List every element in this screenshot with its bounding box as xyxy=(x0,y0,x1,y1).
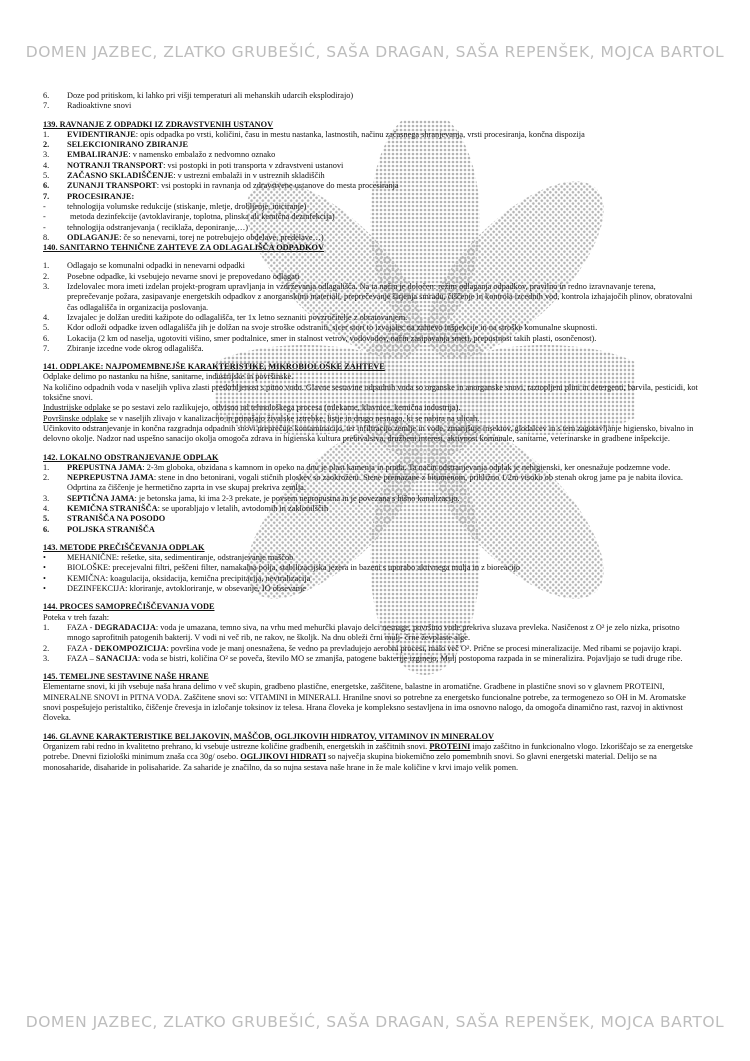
list-item: 4. NOTRANJI TRANSPORT: vsi postopki in poti transporta v zdravstveni ustanovi xyxy=(43,160,344,170)
list-item: 3. SEPTIČNA JAMA: je betonska jama, ki ima 2-3 prekate, je povsem nepropustna in je povezana s hišno kanalizacijo. xyxy=(43,493,460,503)
section-title-141: 141. ODPLAKE: NAJPOMEMBNEJŠE KARAKTERISTIKE, MIKROBIOLOŠKE ZAHTEVE xyxy=(43,362,385,372)
paragraph: Površinske odplake se v naseljih zlivajo v kanalizacijo in prinašajo živalske iztrebke, listje in drugo nesnago, ki se nabira na ulicah. xyxy=(43,413,480,423)
paragraph: Odplake delimo po nastanku na hišne, sanitarne, industrijske in površinske. xyxy=(43,372,294,382)
list-item: 5. Kdor odloži odpadke izven odlagališča jih je dolžan na svoje stroške odstraniti, sicer stori to izvajalec na zahtevo inšpekcije in na stroške komunalne skupnosti. xyxy=(43,323,598,333)
list-item: 1. EVIDENTIRANJE: opis odpadka po vrsti, količini, času in mestu nastanka, lastnostih, načinu začasnega shranjevanja, vrsti procesiranja, končna dispozija xyxy=(43,129,585,139)
page-header: DOMEN JAZBEC, ZLATKO GRUBEŠIĆ, SAŠA DRAGAN, SAŠA REPENŠEK, MOJCA BARTOL xyxy=(25,43,725,61)
section-142-list xyxy=(43,463,703,535)
list-item: • MEHANIČNE: rešetke, sita, sedimentiranje, odstranjevanje maščob xyxy=(43,553,294,563)
list-item: 6. POLJSKA STRANIŠČA xyxy=(43,524,155,534)
section-title-145: 145. TEMELJNE SESTAVINE NAŠE HRANE xyxy=(43,672,209,682)
list-item: • DEZINFEKCIJA: kloriranje, avtokloriranje, w obsevanje, IO obsevanje xyxy=(43,584,306,594)
paragraph: Elementarne snovi, ki jih vsebuje naša hrana delimo v več skupin, gradbeno plastične, energetske, zaščitene, balastne in aromatične. Gradbene in plastične snovi so v glavnem PROTEINI, MINERALNE SNOVI in PITNA VODA. Zaščitene snovi so: VITAMINI in MINERALI. Hranilne snovi so potrebne za energetsko funcionalne potrebe, za termogenezo so OH in M. Aromatske snovi pospešujejo peristaltiko, čiščenje črevesja in izločanje toksinov iz telesa. Hrana človeka je kompleksno sestavljena in ima osnovno nalogo, da omogoča dinamično rast, razvoj in aktivnost človeka. xyxy=(43,682,686,723)
list-item: 2. Posebne odpadke, ki vsebujejo nevarne snovi je prepovedano odlagati xyxy=(43,271,300,281)
paragraph: Organizem rabi redno in kvalitetno prehrano, ki vsebuje ustrezne količine gradbenih, energetskih in zaščitnih snovi. PROTEINI imajo zaščitno in funkcionalno vlogo. Izkoriščajo se za energetske potrebe. Dnevni fiziološki minimum znaša cca 30g/ osebo. OGLJIKOVI HIDRATI so največja skupina biokemično zelo pomembnih snovi. So glavni energetski material. Delijo se na monosaharide, disaharide in polisaharide. Za saharide je značilno, da so nujna sestava naše hrane in že male količine v krvi imajo velik pomen. xyxy=(43,741,693,772)
list-item: 2. FAZA - DEKOMPOZICIJA: površina vode je manj onesnažena, še vedno pa prevladujejo aerobni procesi, malo več O². Prične se procesi mineralizacije. Med ribami se pojavijo krapi. xyxy=(43,643,682,653)
list-item: 5. ZAČASNO SKLADIŠČENJE: v ustrezni embalaži in v ustreznih skladiščih xyxy=(43,171,325,181)
list-item: 5. STRANIŠČA NA POSODO xyxy=(43,514,166,524)
section-title-144: 144. PROCES SAMOPREČIŠČEVANJA VODE xyxy=(43,602,215,612)
list-item: 4. KEMIČNA STRANIŠČA: se uporabljajo v letalih, avtodomih in zaklonilščih xyxy=(43,503,329,513)
list-item: 6. ZUNANJI TRANSPORT: vsi postopki in ravnanja od zdravstvene ustanove do mesta procesiranja xyxy=(43,181,399,191)
list-item: 6. Doze pod pritiskom, ki lahko pri višji temperaturi ali mehanskih udarcih eksplodirajo) xyxy=(43,91,354,100)
list-item: 7. PROCESIRANJE: xyxy=(43,191,135,201)
list-item: 1. FAZA - DEGRADACIJA: voda je umazana, temno siva, na vrhu med mehurčki plavajo delci nesnage, površino vode prekriva sluzava prevleka. Nasičenost z O² je zelo nizka, prisotno mnogo saprofitnih patogenih bakterij. V vodi ni več rib, ne rakov, ne školjk. Na dnu obleži črni mulj- črne ževplaste alge. xyxy=(43,622,680,643)
list-item: 2. SELEKCIONIRANO ZBIRANJE xyxy=(43,140,189,150)
document-body xyxy=(43,91,703,773)
list-item: - tehnologija odstranjevanja ( reciklaža, deponiranje,…) xyxy=(43,222,249,232)
list-item: 1. PREPUSTNA JAMA: 2-3m globoka, obzidana s kamnom in opeko na dnu je plast kamenja in proda. Ta način odstranjevanja odplak je nehigienski, ker onesnažuje podzemne vode. xyxy=(43,462,671,472)
list-item: 7. Zbiranje izcedne vode okrog odlagališča. xyxy=(43,343,204,353)
list-item: 1. Odlagajo se komunalni odpadki in nenevarni odpadki xyxy=(43,261,245,271)
section-title-143: 143. METODE PREČIŠČEVANJA ODPLAK xyxy=(43,542,205,552)
list-item: 6. Lokacija (2 km od naselja, ugotoviti višino, smer podtalnice, smer in stalnost vetrov, vodovodov, način zasipavanja smeti, prepustnost takih plasti, osončenost). xyxy=(43,333,597,343)
list-item: 7. Radioaktivne snovi xyxy=(43,101,132,111)
section-143-list xyxy=(43,553,703,594)
paragraph: Industrijske odplake se po sestavi zelo razlikujejo, odvisno od tehnološkega procesa (mlekarne, klavnice, kemična industrija). xyxy=(43,403,461,413)
section-title-142: 142. LOKALNO ODSTRANJEVANJE ODPLAK xyxy=(43,452,219,462)
list-item: 2. NEPREPUSTNA JAMA: stene in dno betonirani, vogali stičnih ploskev so zaokroženi. Stene premazane z bitumenom, približno 1/2m visoko ob stenah okrog jame pa je nabita ilovica. Odprtina za čiščenje je hermetično zaprta in vse skupaj prekriva zemlja. xyxy=(43,473,683,493)
list-item: - tehnologija volumske redukcije (stiskanje, mletje, drobljenje, iniciranje) xyxy=(43,201,307,211)
list-item: 3. Izdelovalec mora imeti izdelan projekt-program upravljanja in vzdrževanja odlagališča. Na ta način je določen: režim odlaganja odpadkov, pravilno in redno izravnavanje terena, preprečevanje požara, zasipavanje energetskih odpadkov z anorganskimi materiali, preprečevanje širjenja smradu, čiščenje in kontrola izcednih vod, kontrola izhajajočih plinov, obratovalni čas odlagališča in organizacija poslovanja. xyxy=(43,282,693,312)
list-item: 4. Izvajalec je dolžan urediti kažipote do odlagališča, ter 1x letno seznaniti povzročitelje z obratovanjem. xyxy=(43,312,408,322)
list-item: 8. ODLAGANJE: če so nenevarni, torej ne potrebujejo obdelave, predelave…) xyxy=(43,232,324,242)
list-item: 3. EMBALIRANJE: v namensko embalažo z nedvomno oznako xyxy=(43,150,276,160)
paragraph: Na količino odpadnih voda v naseljih vpliva zlasti preskrbljenost s pitno vodo. Glavne sestavine odpadnih voda so organske in anorganske snovi, raztopljeni plini in detergenti, barvila, pesticidi, kot toksične snovi. xyxy=(43,382,698,403)
section-title-146: 146. GLAVNE KARAKTERISTIKE BELJAKOVIN, MAŠČOB, OGLJIKOVIH HIDRATOV, VITAMINOV IN MINERALOV xyxy=(43,731,494,741)
section-title-140: 140. SANITARNO TEHNIČNE ZAHTEVE ZA ODLAGALIŠČA ODPADKOV xyxy=(43,243,324,253)
section-144-list xyxy=(43,623,703,664)
list-item: - metoda dezinfekcije (avtoklaviranje, toplotna, plinska ali kemična dezinfekcija) xyxy=(43,212,335,222)
section-title-139: 139. RAVNANJE Z ODPADKI IZ ZDRAVSTVENIH USTANOV xyxy=(43,119,274,129)
paragraph: Učinkovito odstranjevanje in končna razgradnja odpadnih snovi preprečuje kontaminacijo, ter infiltracijo zemlje in vode, zmanjšuje insektov, glodalcev in s tem zagotavljanje higiensko, bivalno in delovno okolje. Nadzor nad uspešno sanacijo okolja omogoča zdrava in higienska kultura prebivalstva, družbeni interesi, aktivnost komunale, sanitarne, veterinarske in gradbene inšpekcije. xyxy=(43,423,694,444)
page-footer: DOMEN JAZBEC, ZLATKO GRUBEŠIĆ, SAŠA DRAGAN, SAŠA REPENŠEK, MOJCA BARTOL xyxy=(25,1013,725,1031)
section-140-list xyxy=(43,261,703,354)
section-139-list xyxy=(43,130,703,243)
paragraph: Poteka v treh fazah: xyxy=(43,612,110,622)
list-item: 3. FAZA – SANACIJA: voda se bistri, količina O² se poveča, število MO se zmanjša, patogene bakterije izginejo, Mulj postopoma razpada in se mineralizira. Pojavljajo se tudi druge ribe. xyxy=(43,653,683,663)
list-item: • BIOLOŠKE: precejevalni filtri, peščeni filter, namakalna polja, stabilizacijska jezera in bazeni s uporabo aktivnega mulja in z bioreacijo xyxy=(43,563,521,573)
list-item: • KEMIČNA: koagulacija, oksidacija, kemična precipitacija, nevtralizacija xyxy=(43,573,311,583)
